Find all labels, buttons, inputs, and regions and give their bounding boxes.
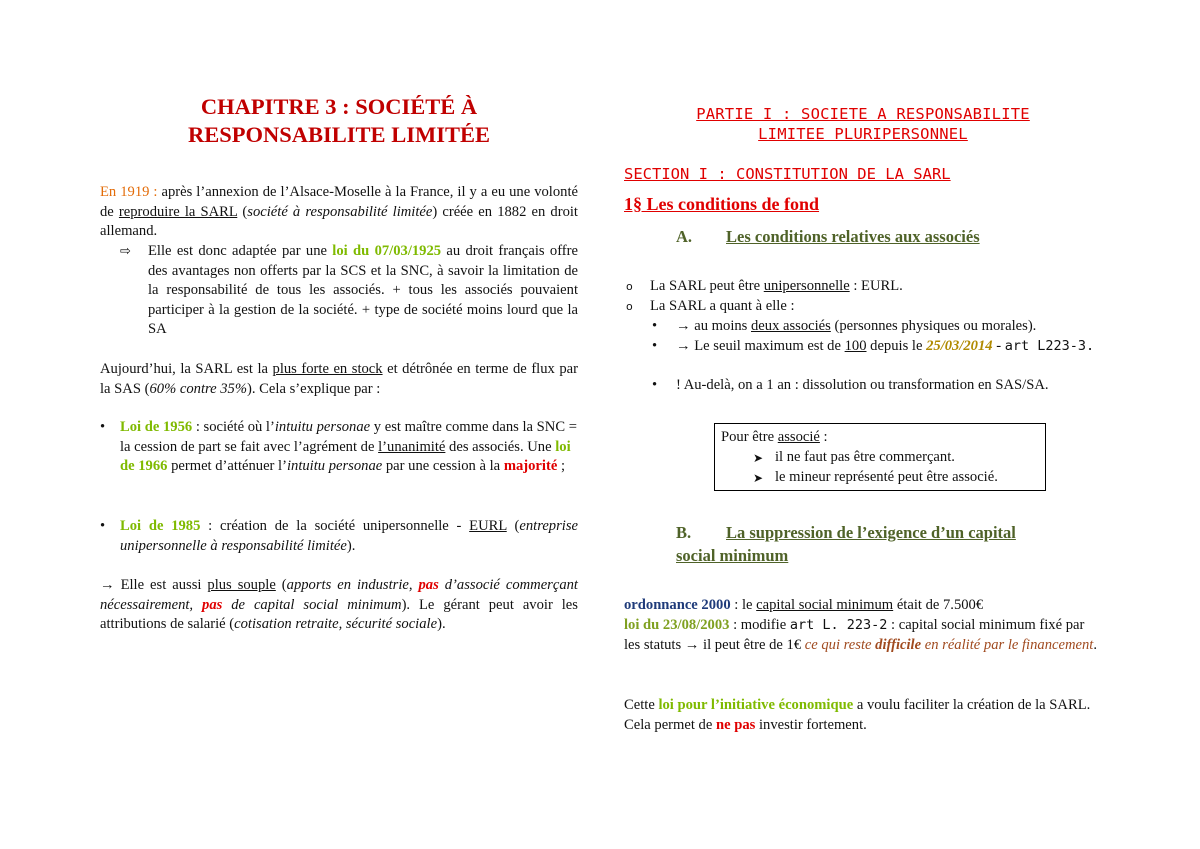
bullet-icon: • — [100, 518, 106, 534]
arrowhead-bullet-icon: ➤ — [753, 451, 764, 465]
initiative-paragraph: Cette loi pour l’initiative économique a voulu faciliter la création de la SARL. Cela permet de ne pas investir fortement. — [624, 697, 1091, 733]
list-item: o La SARL peut être unipersonnelle : EURL. — [624, 277, 1102, 297]
list-item: • Loi de 1956 : société où l’intuitu personae y est maître comme dans la SNC = la cession de part se fait avec l’agrément de l’unanimité des associés. Une loi de 1966 permet d’atténuer l’intuitu personae par une cession à la majorité ; — [100, 419, 577, 475]
subheading-a: A. Les conditions relatives aux associés — [676, 227, 980, 246]
arrow-paragraph: ⇨ Elle est donc adaptée par une loi du 07/03/1925 au droit français offre des avantages non offerts par la SCS et la SNC, à savoir la limitation de la responsabilité de tous les associés. + tous les associés pouvaient participer à la gestion de la société. + type de société moins lourd que la SA — [120, 243, 578, 338]
list-item: • Loi de 1985 : création de la société unipersonnelle - EURL (entreprise unipersonnelle à responsabilité limitée). — [100, 518, 578, 554]
part-title: PARTIE I : SOCIETE A RESPONSABILITE LIMITEE PLURIPERSONNEL — [696, 105, 1030, 143]
list-item: • → Le seuil maximum est de 100 depuis le 25/03/2014 - art L223-3. — [650, 337, 1102, 357]
list-item: • ! Au-delà, on a 1 an : dissolution ou transformation en SAS/SA. — [650, 376, 1102, 396]
bullet-icon: • — [652, 318, 658, 334]
subheading-b-line2: social minimum — [676, 546, 789, 565]
today-paragraph: Aujourd’hui, la SARL est la plus forte en stock et détrônée en terme de flux par la SAS (60% contre 35%). Cela s’explique par : — [100, 361, 578, 397]
ordonnance-paragraph: ordonnance 2000 : le capital social minimum était de 7.500€ — [624, 597, 984, 613]
arrow-right-icon: → — [100, 577, 115, 593]
associate-box: Pour être associé : ➤ il ne faut pas être commerçant. ➤ le mineur représenté peut être associé. — [714, 423, 1046, 491]
list-item: • → au moins deux associés (personnes physiques ou morales). — [650, 317, 1102, 337]
supple-paragraph: → Elle est aussi plus souple (apports en industrie, pas d’associé commerçant nécessairement, pas de capital social minimum). Le gérant peut avoir les attributions de salarié (cotisation retraite, sécurité sociale). — [100, 577, 578, 633]
arrowhead-bullet-icon: ➤ — [753, 471, 764, 485]
section-title: SECTION I : CONSTITUTION DE LA SARL — [624, 165, 951, 183]
intro-paragraph: En 1919 : après l’annexion de l’Alsace-Moselle à la France, il y a eu une volonté de reproduire la SARL (société à responsabilité limitée) créée en 1882 en droit allemand. — [100, 184, 578, 240]
bullet-icon: • — [100, 419, 106, 435]
bullet-icon: • — [652, 338, 658, 354]
loi-2003-paragraph: loi du 23/08/2003 : modifie art L. 223-2 : capital social minimum fixé par les statuts → il peut être de 1€ ce qui reste difficile en réalité par le financement. — [624, 617, 1097, 653]
list-item: o La SARL a quant à elle : — [624, 297, 1102, 317]
bullet-icon: • — [652, 377, 658, 393]
outline-arrow-icon: ⇨ — [120, 244, 131, 259]
circle-bullet-icon: o — [626, 300, 633, 313]
subheading-b: B. La suppression de l’exigence d’un capital — [676, 523, 1016, 542]
chapter-title: CHAPITRE 3 : SOCIÉTÉ À RESPONSABILITE LIMITÉE — [188, 94, 490, 147]
circle-bullet-icon: o — [626, 280, 633, 293]
conditions-heading: 1§ Les conditions de fond — [624, 194, 820, 214]
